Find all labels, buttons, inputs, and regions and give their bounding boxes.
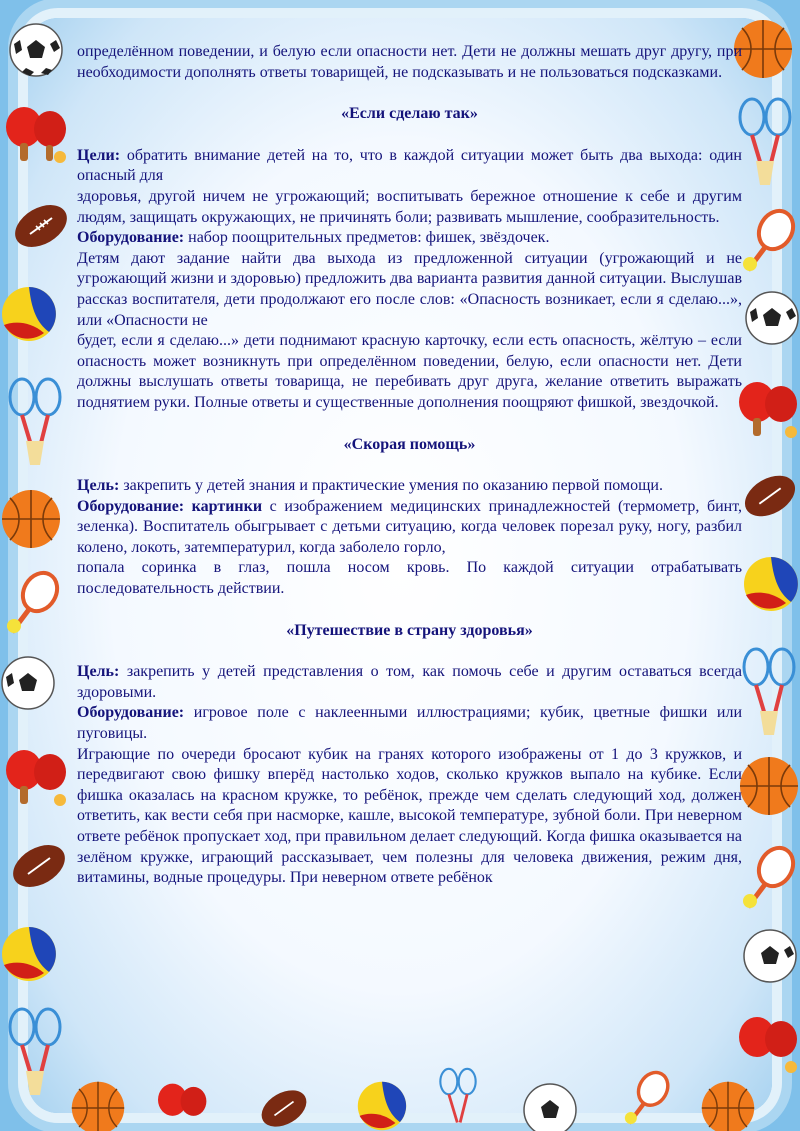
basketball-icon bbox=[70, 1080, 126, 1131]
goal-label: Цель: bbox=[77, 663, 120, 681]
volleyball-icon bbox=[0, 925, 58, 983]
soccer-ball-icon bbox=[0, 655, 56, 711]
game-title-health-journey: «Путешествие в страну здоровья» bbox=[286, 621, 533, 639]
game2-body: попала соринка в глаз, пошла носом кровь. По каждой ситуации отрабатывать последовательность действии. bbox=[77, 559, 742, 598]
ping-pong-paddles-icon bbox=[148, 1082, 218, 1131]
game1-goal bbox=[77, 146, 742, 187]
equipment-label: Оборудование: bbox=[77, 229, 185, 247]
rugby-ball-icon bbox=[256, 1086, 312, 1131]
tennis-racket-icon bbox=[740, 845, 800, 915]
goal-text: закрепить у детей знания и практические умения по оказанию первой помощи. bbox=[119, 477, 663, 495]
soccer-ball-icon bbox=[522, 1082, 578, 1131]
tennis-racket-icon bbox=[740, 208, 800, 278]
game1-goal-continued: здоровья, другой ничем не угрожающий; воспитывать бережное отношение к себе и другим людям, защищать окружающих, не причинять боли; развивать мышление, сообразительность. bbox=[77, 187, 742, 226]
intro-paragraph: определённом поведении, и белую если опасности нет. Дети не должны мешать друг другу, при необходимости дополнять ответы товарищей, не подсказывать и не пользоваться подсказками. bbox=[77, 43, 742, 81]
badminton-rackets-icon bbox=[738, 645, 800, 737]
badminton-rackets-icon bbox=[734, 95, 796, 187]
ping-pong-paddles-icon bbox=[735, 1015, 800, 1077]
game-title-ambulance: «Скорая помощь» bbox=[343, 435, 476, 453]
equipment-label: Оборудование: bbox=[77, 704, 185, 722]
basketball-icon bbox=[0, 488, 62, 550]
volleyball-icon bbox=[742, 555, 800, 613]
game3-equipment bbox=[77, 703, 742, 744]
badminton-rackets-icon bbox=[430, 1066, 486, 1131]
ping-pong-paddles-icon bbox=[735, 380, 800, 442]
soccer-ball-icon bbox=[742, 928, 798, 984]
game1-equipment bbox=[77, 228, 742, 249]
badminton-rackets-icon bbox=[4, 375, 66, 467]
game1-body-b: будет, если я сделаю...» дети поднимают красную карточку, если есть опасность, жёлтую – если опасность может возникнуть при определённом поведении, белую, если опасности нет. Дети должны выслушать ответы товарища, не перебивать друг друга, желание ответить выражать поднятием руки. Полные ответы и существенные дополнения поощряют фишкой, звездочкой. bbox=[77, 332, 742, 411]
game2-equipment bbox=[77, 497, 742, 559]
rugby-ball-icon bbox=[8, 840, 70, 892]
basketball-icon bbox=[700, 1080, 756, 1131]
volleyball-icon bbox=[356, 1080, 408, 1131]
soccer-ball-icon bbox=[8, 22, 64, 78]
equipment-label: Оборудование: картинки bbox=[77, 497, 263, 515]
equipment-text: с изображением медицинских принадлежностей (термометр, бинт, зеленка). Воспитатель обыгрывает с детьми ситуацию, когда человек порезал руку, ногу, разбил колено, локоть, затемпературил, когда заболело горло, bbox=[77, 497, 743, 556]
goal-text: обратить внимание детей на то, что в каждой ситуации может быть два выхода: один опасный для bbox=[77, 146, 742, 185]
volleyball-icon bbox=[0, 285, 58, 343]
equipment-text: игровое поле с наклеенными иллюстрациями; кубик, цветные фишки или пуговицы. bbox=[77, 704, 742, 743]
rugby-ball-icon bbox=[740, 470, 800, 522]
game-title-if-i-do: «Если сделаю так» bbox=[341, 105, 478, 123]
tennis-racket-icon bbox=[4, 570, 64, 640]
game3-goal bbox=[77, 662, 742, 703]
game3-body: Играющие по очереди бросают кубик на гранях которого изображены от 1 до 3 кружков, и передвигают свою фишку вперёд настолько ходов, сколько кружков выпало на кубике. Если фишка оказалась на красном кружке, то ребёнок, прежде чем сделать следующий ход, должен ответить, как вести себя при насморке, кашле, высокой температуре, зубной боли. При неверном ответе ребёнок пропускает ход, при правильном делает следующий. Когда фишка оказывается на зелёном кружке, играющий рассказывает, чем полезны для человека движения, режим дня, витамины, водные процедуры. При неверном ответе ребёнок bbox=[77, 745, 742, 887]
goal-text: закрепить у детей представления о том, как помочь себе и другим оставаться всегда здоровыми. bbox=[77, 663, 742, 701]
game2-goal bbox=[77, 476, 742, 497]
tennis-racket-icon bbox=[620, 1070, 676, 1130]
game1-body-a: Детям дают задание найти два выхода из предложенной ситуации (угрожающий и не угрожающий жизни и здоровью) предложить два варианта развития данной ситуации. Выслушав рассказ воспитателя, дети продолжают его после слов: «Опасность возникает, если я сделаю...», или «Опасности не bbox=[77, 249, 742, 329]
ping-pong-paddles-icon bbox=[2, 105, 72, 167]
badminton-rackets-icon bbox=[4, 1005, 66, 1097]
soccer-ball-icon bbox=[744, 290, 800, 346]
basketball-icon bbox=[738, 755, 800, 817]
rugby-ball-icon bbox=[10, 200, 72, 252]
goal-label: Цель: bbox=[77, 477, 120, 495]
equipment-text: набор поощрительных предметов: фишек, звёздочек. bbox=[184, 229, 550, 247]
ping-pong-paddles-icon bbox=[2, 748, 72, 810]
goal-label: Цели: bbox=[77, 146, 121, 164]
document-body bbox=[77, 42, 742, 889]
